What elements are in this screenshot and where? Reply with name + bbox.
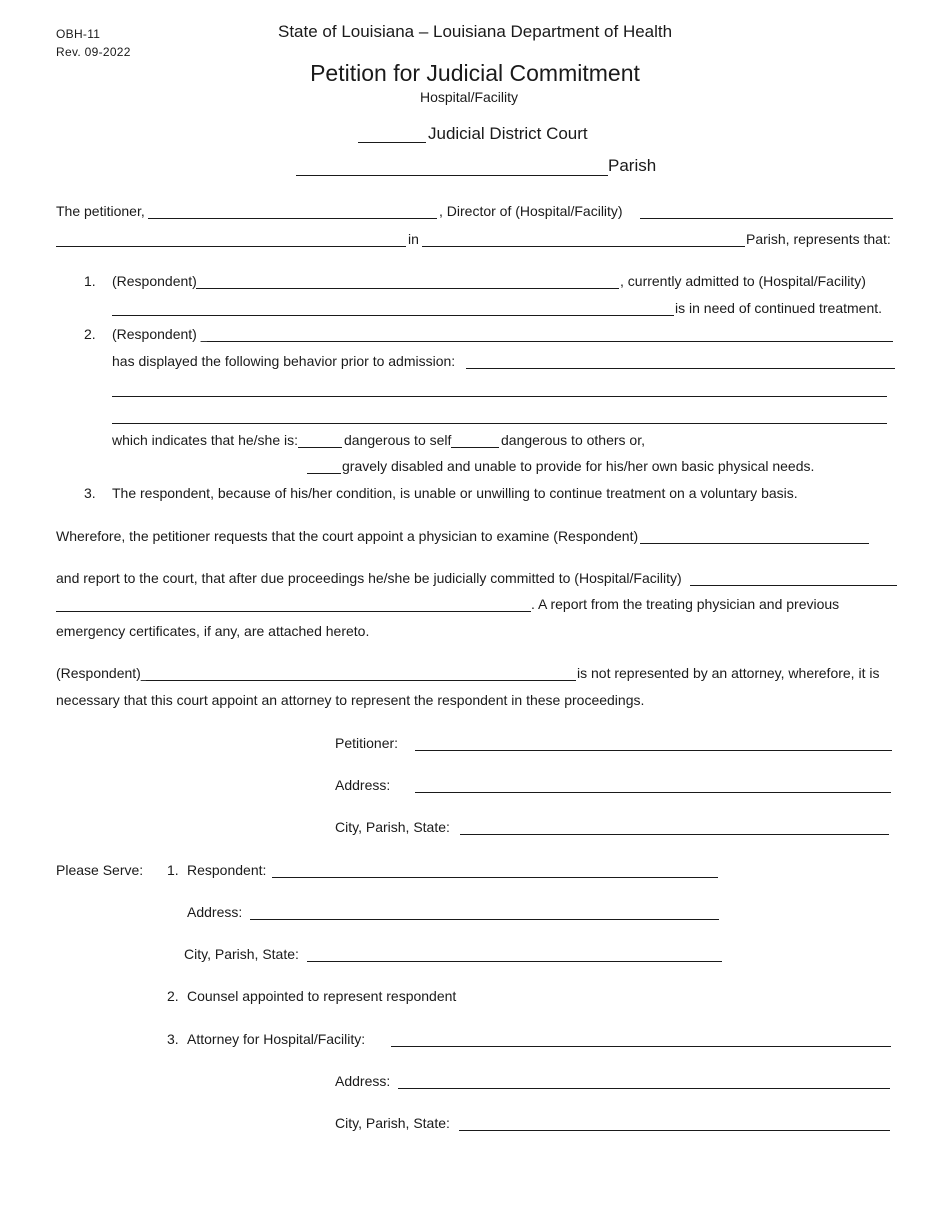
indicates-label: which indicates that he/she is: [112, 432, 298, 448]
item-3-number: 3. [84, 485, 96, 501]
behavior-field-2[interactable] [112, 396, 887, 397]
item-2-number: 2. [84, 326, 96, 342]
petitioner-sign-field[interactable] [415, 750, 892, 751]
petitioner-city-field[interactable] [460, 834, 889, 835]
attorney-address-field[interactable] [398, 1088, 890, 1089]
district-number-field[interactable] [358, 142, 426, 143]
wherefore-line-3: . A report from the treating physician and previous [531, 596, 840, 612]
petitioner-name-field[interactable] [148, 218, 437, 219]
danger-self-label: dangerous to self [344, 432, 452, 448]
agency-title: State of Louisiana – Louisiana Department of Health [278, 22, 673, 41]
form-revision: Rev. 09-2022 [56, 45, 131, 59]
facility-cont-field[interactable] [56, 246, 406, 247]
wherefore-facility-cont-field[interactable] [56, 611, 531, 612]
page-subtitle: Hospital/Facility [420, 89, 519, 105]
danger-others-label: dangerous to others or, [501, 432, 645, 448]
serve-city-field[interactable] [307, 961, 722, 962]
attorney-respondent-field[interactable] [146, 680, 576, 681]
wherefore-line-1: Wherefore, the petitioner requests that the court appoint a physician to examine (Respondent) [56, 528, 639, 544]
serve-attorney-field[interactable] [391, 1046, 891, 1047]
danger-others-checkbox[interactable] [451, 447, 499, 448]
behavior-field-1[interactable] [466, 368, 895, 369]
petitioner-label: The petitioner, [56, 203, 145, 219]
parish-name-field[interactable] [296, 175, 608, 176]
attorney-city-label: City, Parish, State: [335, 1115, 450, 1131]
serve-respondent-field[interactable] [272, 877, 718, 878]
item-3-text: The respondent, because of his/her condition, is unable or unwilling to continue treatment on a voluntary basis. [112, 485, 798, 501]
attorney-city-field[interactable] [459, 1130, 890, 1131]
serve-1-number: 1. [167, 862, 179, 878]
item-1-admitted-label: , currently admitted to (Hospital/Facility) [620, 273, 866, 289]
item-2-behavior-label: has displayed the following behavior prior to admission: [112, 353, 456, 369]
facility-field[interactable] [640, 218, 893, 219]
serve-address-field[interactable] [250, 919, 719, 920]
attorney-address-label: Address: [335, 1073, 391, 1089]
behavior-field-3[interactable] [112, 423, 887, 424]
item-1-number: 1. [84, 273, 96, 289]
item-1-facility-field[interactable] [112, 315, 674, 316]
form-code: OBH-11 [56, 27, 101, 41]
petitioner-sign-label: Petitioner: [335, 735, 399, 751]
wherefore-respondent-field[interactable] [640, 543, 869, 544]
please-serve-label: Please Serve: [56, 862, 144, 878]
wherefore-line-4: emergency certificates, if any, are attached hereto. [56, 623, 370, 639]
serve-2-number: 2. [167, 988, 179, 1004]
in-label: in [408, 231, 419, 247]
not-represented-text: is not represented by an attorney, wherefore, it is [577, 665, 880, 681]
item-2-respondent-field[interactable] [207, 341, 893, 342]
parish-label: Parish [608, 156, 657, 175]
serve-attorney-label: Attorney for Hospital/Facility: [187, 1031, 366, 1047]
gravely-disabled-checkbox[interactable] [307, 473, 341, 474]
item-2-respondent-label: (Respondent) _ [112, 326, 209, 342]
appoint-attorney-text: necessary that this court appoint an attorney to represent the respondent in these proceedings. [56, 692, 645, 708]
wherefore-facility-field[interactable] [690, 585, 897, 586]
location-field[interactable] [422, 246, 745, 247]
page-title: Petition for Judicial Commitment [310, 60, 640, 86]
serve-counsel-label: Counsel appointed to represent respondent [187, 988, 457, 1004]
item-1-need-label: is in need of continued treatment. [675, 300, 883, 316]
attorney-respondent-label: (Respondent)_ [56, 665, 149, 681]
item-1-respondent-label: (Respondent) [112, 273, 197, 289]
serve-city-label: City, Parish, State: [184, 946, 299, 962]
petitioner-address-field[interactable] [415, 792, 891, 793]
gravely-disabled-label: gravely disabled and unable to provide for his/her own basic physical needs. [342, 458, 815, 474]
parish-represents-label: Parish, represents that: [746, 231, 891, 247]
director-label: , Director of (Hospital/Facility) [439, 203, 623, 219]
serve-respondent-label: Respondent: [187, 862, 267, 878]
petitioner-city-label: City, Parish, State: [335, 819, 450, 835]
wherefore-line-2: and report to the court, that after due proceedings he/she be judicially committed to (Hospital/Facility) [56, 570, 682, 586]
court-label: Judicial District Court [428, 124, 588, 143]
item-1-respondent-field[interactable] [196, 288, 619, 289]
petitioner-address-label: Address: [335, 777, 391, 793]
serve-3-number: 3. [167, 1031, 179, 1047]
serve-address-label: Address: [187, 904, 243, 920]
danger-self-checkbox[interactable] [298, 447, 342, 448]
